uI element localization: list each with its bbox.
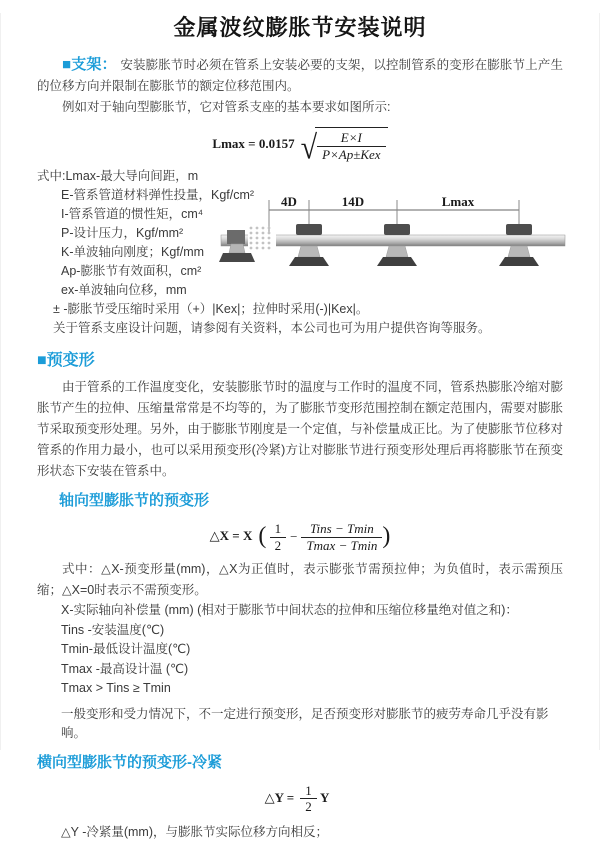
bellows-section [248,227,276,250]
half-denominator: 2 [274,537,282,553]
definition-line: K-单波轴向刚度；Kgf/mm [61,245,205,260]
param-line: X-实际轴向补偿量 (mm) (相对于膨胀节中间状态的拉伸和压缩位移量绝对值之和)： [61,603,518,618]
formula-y-rhs: Y [319,789,330,805]
support-intro-text: 安装膨胀节时必须在管系上安装必要的支架，以控制管系的变形在膨胀节上产生的位移方向并限制在膨胀节的额定位移范围内。 [37,58,563,93]
support-heading-label: 支架： [71,56,117,73]
lateral-predeform-formula [1,783,599,815]
definition-line: 式中:Lmax-最大导向间距，m [37,169,199,184]
definition-line: E-管系管道材料弹性投量，Kgf/cm² [61,188,255,203]
dim-label-14d: 14D [341,194,365,210]
definition-line: Ap-膨胀节有效面积，cm² [61,264,202,279]
predeform-note-line: 一般变形和受力情况下，不一定进行预变形，足否预变形对膨胀节的疲劳寿命几乎没有影响。 [61,706,549,741]
dim-label-lmax: Lmax [441,194,475,210]
param-line: Tins -安装温度(℃) [61,622,165,637]
formula-x-lhs: △X = X [209,528,253,544]
param-line: Tmin-最低设计温度(℃) [61,642,191,657]
half-numerator: 1 [270,521,287,538]
document-page [0,13,600,840]
formula-x-note: 式中：△X-预变形量(mm)，△X为正值时，表示膨张节需预拉伸；为负值时，表示需预压缩；△X=0时表示不需预变形。 [37,562,563,598]
formula-y-note: △Y -冷紧量(mm)，与膨胀节实际位移方向相反； [61,825,329,840]
predeform-section-heading [37,351,563,371]
formula-denominator: P×Ap±Kex [322,146,381,162]
formula-numerator: E×I [317,130,386,147]
formula-y-lhs: △Y = [264,789,295,805]
lmax-formula-lhs: Lmax = 0.0157 [212,135,295,151]
definition-line: ex-单波轴向位移，mm [61,283,187,298]
sqrt-expression [300,127,388,166]
support-intro-paragraph [37,54,563,97]
y-half-denominator: 2 [305,799,312,815]
temp-numerator: Tins − Tmin [301,521,382,538]
lateral-predeform-heading: 横向型膨胀节的预变形-冷紧 [37,753,222,771]
dim-label-4d: 4D [281,194,297,210]
predeform-body-paragraph: 由于管系的工作温度变化，安装膨胀节时的温度与工作时的温度不同，管系热膨胀冷缩对膨胀节产生的拉伸、压缩量常常是不均等的，为了膨胀节变形范围控制在额定范围内，需要对膨胀节采取预变形处理。另外，由于膨胀节刚度是一个定值，与补偿量成正比。为了使膨胀节位移对管系的作用力最小，也可以采用预变形(冷紧)方让对膨胀节进行预变形处理后再将膨胀节在预变形状态下安装在管系中。 [37,380,563,479]
lmax-formula [1,127,599,166]
pipe-support-diagram [217,195,569,285]
close-paren: ) [382,523,391,550]
page-title: 金属波纹膨胀节安装说明 [173,15,427,40]
definition-line: P-设计压力，Kgf/mm² [61,226,184,241]
param-line: Tmax -最高设计温 (℃) [61,661,189,676]
definition-line: ± -膨胀节受压缩时采用（+）|Kex|；拉伸时采用(-)|Kex|。 [53,302,369,317]
param-line: Tmax > Tins ≥ Tmin [61,681,171,696]
definitions-block [37,167,563,338]
minus-sign: − [290,529,298,545]
definition-line: 关于管系支座设计问题，请参阅有关资料，本公司也可为用户提供咨询等服务。 [53,321,491,336]
y-half-numerator: 1 [300,783,317,800]
radical-sign: √ [300,128,318,166]
section-bullet-icon: ■ [37,352,47,370]
support-section-heading [62,56,117,73]
axial-predeform-formula [1,521,599,553]
predeform-heading-label: 预变形 [46,352,95,370]
definition-line: I-管系管道的惯性矩，cm⁴ [61,207,204,222]
section-bullet-icon: ■ [62,56,72,73]
temp-denominator: Tmax − Tmin [306,537,378,553]
open-paren: ( [258,523,267,550]
axial-predeform-heading: 轴向型膨胀节的预变形 [59,492,210,510]
support-example-line: 例如对于轴向型膨胀节，它对管系支座的基本要求如图所示: [62,100,391,114]
